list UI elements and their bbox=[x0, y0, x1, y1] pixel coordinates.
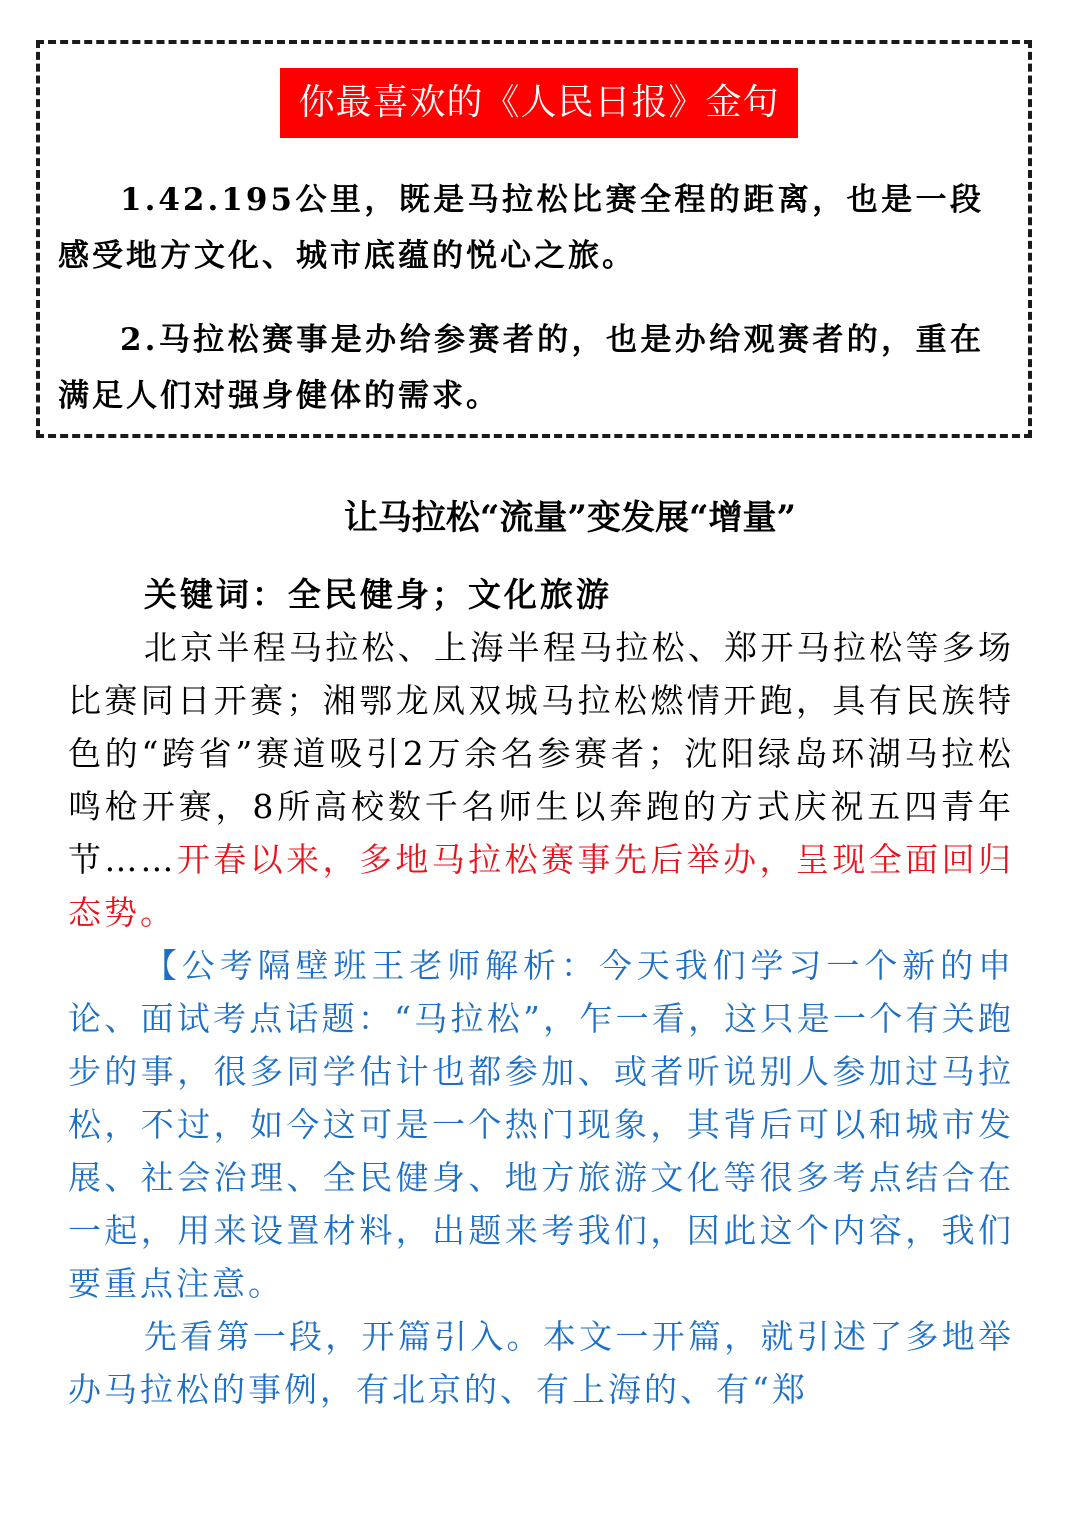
article-paragraph-1-text: 北京半程马拉松、上海半程马拉松、郑开马拉松等多场比赛同日开赛；湘鄂龙凤双城马拉松燃情开跑，具有民族特色的“跨省”赛道吸引2万余名参赛者；沈阳绿岛环湖马拉松鸣枪开赛，8所高校数千名师生以奔跑的方式庆祝五四青年节…… bbox=[68, 628, 1014, 879]
article-body bbox=[68, 568, 1014, 1416]
quote-item-1: 1.42.195公里，既是马拉松比赛全程的距离，也是一段感受地方文化、城市底蕴的悦心之旅。 bbox=[58, 182, 984, 274]
article-title: 让马拉松“流量”变发展“增量” bbox=[343, 498, 797, 538]
article-paragraph-1-highlight: 开春以来，多地马拉松赛事先后举办，呈现全面回归态势。 bbox=[68, 840, 1015, 932]
article-keywords: 关键词：全民健身；文化旅游 bbox=[143, 575, 612, 614]
quote-box-title: 你最喜欢的《人民日报》金句 bbox=[280, 68, 798, 138]
quote-item-2: 2.马拉松赛事是办给参赛者的，也是办给观赛者的，重在满足人们对强身健体的需求。 bbox=[58, 322, 984, 414]
analysis-paragraph-2: 先看第一段，开篇引入。本文一开篇，就引述了多地举办马拉松的事例，有北京的、有上海的、有“郑 bbox=[68, 1317, 1014, 1409]
article-paragraph-1 bbox=[68, 621, 1014, 939]
analysis-paragraph-1: 【公考隔壁班王老师解析：今天我们学习一个新的申论、面试考点话题：“马拉松”，乍一看，这只是一个有关跑步的事，很多同学估计也都参加、或者听说别人参加过马拉松，不过，如今这可是一个热门现象，其背后可以和城市发展、社会治理、全民健身、地方旅游文化等很多考点结合在一起，用来设置材料，出题来考我们，因此这个内容，我们要重点注意。 bbox=[68, 946, 1014, 1303]
quote-box bbox=[36, 40, 1032, 438]
